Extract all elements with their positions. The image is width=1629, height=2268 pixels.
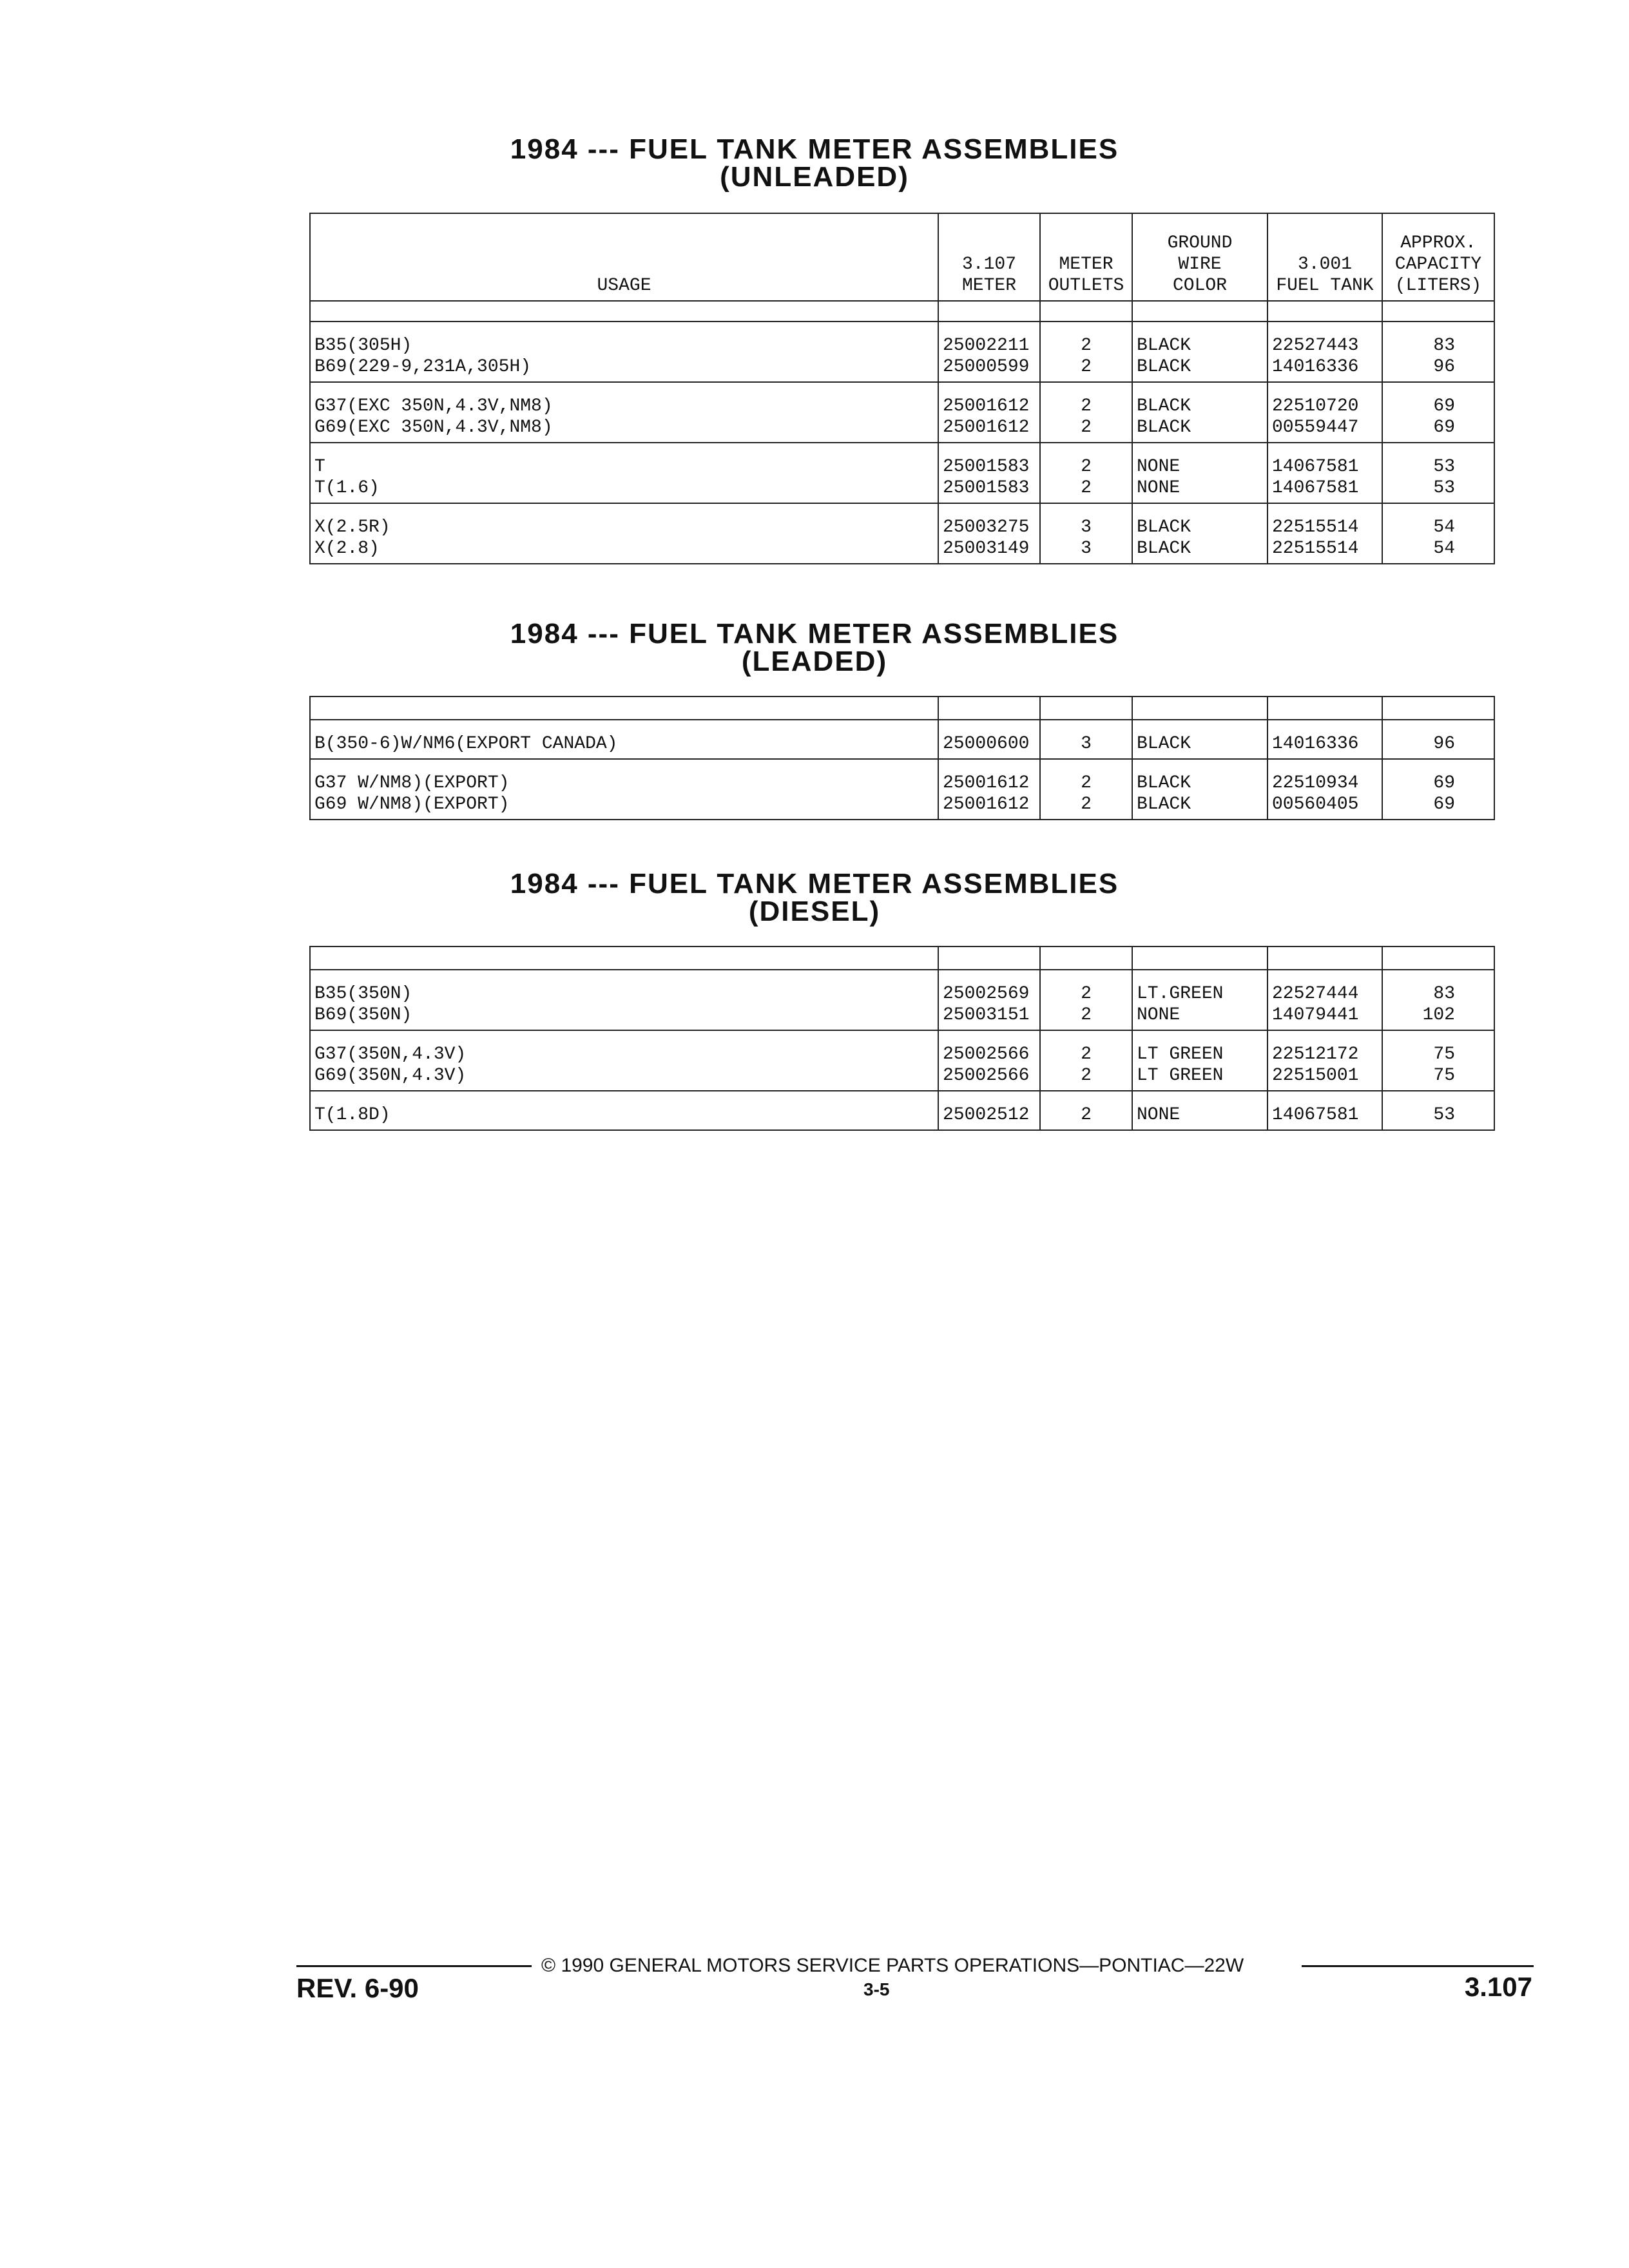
- usage-cell: B35(350N): [310, 970, 938, 1004]
- meter-cell: 25001612: [938, 759, 1040, 794]
- capacity-cell: 69: [1382, 794, 1494, 820]
- meter-cell: 25001583: [938, 477, 1040, 503]
- diesel-table: [309, 946, 1495, 1131]
- diesel-subtitle: (DIESEL): [748, 896, 881, 927]
- outlets-cell: 2: [1040, 443, 1132, 477]
- outlets-cell: 3: [1040, 538, 1132, 564]
- wire-color-cell: NONE: [1132, 477, 1268, 503]
- capacity-cell: 69: [1382, 417, 1494, 443]
- wire-color-cell: BLACK: [1132, 794, 1268, 820]
- usage-cell: T(1.8D): [310, 1091, 938, 1130]
- fuel-tank-cell: 00559447: [1268, 417, 1382, 443]
- footer-rule-right: [1302, 1965, 1534, 1967]
- section-number: 3.107: [1464, 1972, 1532, 2002]
- outlets-cell: 3: [1040, 503, 1132, 538]
- usage-cell: G69 W/NM8)(EXPORT): [310, 794, 938, 820]
- fuel-tank-cell: 14067581: [1268, 477, 1382, 503]
- outlets-cell: 2: [1040, 1030, 1132, 1065]
- wire-color-cell: BLACK: [1132, 356, 1268, 382]
- meter-cell: 25003151: [938, 1004, 1040, 1030]
- ground-wire-header: GROUND WIRE COLOR: [1132, 213, 1268, 301]
- capacity-cell: 75: [1382, 1030, 1494, 1065]
- fuel-tank-cell: 22512172: [1268, 1030, 1382, 1065]
- table-row: [310, 794, 1494, 820]
- meter-cell: 25001612: [938, 417, 1040, 443]
- capacity-cell: 83: [1382, 322, 1494, 356]
- table-row: [310, 970, 1494, 1004]
- leaded-title: 1984 --- FUEL TANK METER ASSEMBLIES: [510, 618, 1119, 649]
- wire-color-cell: NONE: [1132, 1091, 1268, 1130]
- row-group: [310, 759, 1494, 820]
- outlets-cell: 2: [1040, 322, 1132, 356]
- usage-cell: X(2.8): [310, 538, 938, 564]
- fuel-tank-cell: 14079441: [1268, 1004, 1382, 1030]
- fuel-tank-cell: 14067581: [1268, 1091, 1382, 1130]
- meter-header: 3.107 METER: [938, 213, 1040, 301]
- meter-cell: 25001612: [938, 382, 1040, 417]
- fuel-tank-cell: 14067581: [1268, 443, 1382, 477]
- header-row: [310, 213, 1494, 301]
- meter-cell: 25002512: [938, 1091, 1040, 1130]
- usage-cell: T: [310, 443, 938, 477]
- outlets-cell: 3: [1040, 720, 1132, 759]
- page-number: 3-5: [863, 1979, 890, 1999]
- row-group: [310, 503, 1494, 564]
- table-row: [310, 417, 1494, 443]
- usage-cell: X(2.5R): [310, 503, 938, 538]
- fuel-tank-cell: 22510720: [1268, 382, 1382, 417]
- row-group: [310, 382, 1494, 443]
- wire-color-cell: BLACK: [1132, 759, 1268, 794]
- wire-color-cell: BLACK: [1132, 503, 1268, 538]
- meter-cell: 25001612: [938, 794, 1040, 820]
- capacity-cell: 54: [1382, 538, 1494, 564]
- table-row: [310, 322, 1494, 356]
- outlets-header: METER OUTLETS: [1040, 213, 1132, 301]
- row-group: [310, 720, 1494, 759]
- meter-cell: 25002566: [938, 1030, 1040, 1065]
- outlets-cell: 2: [1040, 794, 1132, 820]
- usage-cell: B69(350N): [310, 1004, 938, 1030]
- meter-cell: 25000599: [938, 356, 1040, 382]
- table-row: [310, 503, 1494, 538]
- fuel-tank-cell: 22510934: [1268, 759, 1382, 794]
- table-row: [310, 720, 1494, 759]
- table-row: [310, 1030, 1494, 1065]
- diesel-title: 1984 --- FUEL TANK METER ASSEMBLIES: [510, 868, 1119, 899]
- wire-color-cell: BLACK: [1132, 538, 1268, 564]
- capacity-cell: 75: [1382, 1065, 1494, 1091]
- fuel-tank-cell: 14016336: [1268, 720, 1382, 759]
- usage-cell: B69(229-9,231A,305H): [310, 356, 938, 382]
- wire-color-cell: BLACK: [1132, 382, 1268, 417]
- usage-cell: G37(350N,4.3V): [310, 1030, 938, 1065]
- footer-rule-left: [296, 1965, 532, 1967]
- table-row: [310, 1091, 1494, 1130]
- table-row: [310, 1004, 1494, 1030]
- wire-color-cell: NONE: [1132, 443, 1268, 477]
- usage-cell: T(1.6): [310, 477, 938, 503]
- capacity-cell: 102: [1382, 1004, 1494, 1030]
- wire-color-cell: NONE: [1132, 1004, 1268, 1030]
- unleaded-table: [309, 213, 1495, 564]
- table-row: [310, 477, 1494, 503]
- fuel-tank-cell: 22527444: [1268, 970, 1382, 1004]
- meter-cell: 25001583: [938, 443, 1040, 477]
- capacity-cell: 53: [1382, 477, 1494, 503]
- blank-header-row: [310, 697, 1494, 720]
- wire-color-cell: BLACK: [1132, 417, 1268, 443]
- capacity-cell: 83: [1382, 970, 1494, 1004]
- outlets-cell: 2: [1040, 356, 1132, 382]
- leaded-table: [309, 696, 1495, 820]
- table-row: [310, 443, 1494, 477]
- wire-color-cell: LT GREEN: [1132, 1030, 1268, 1065]
- row-group: [310, 1091, 1494, 1130]
- outlets-cell: 2: [1040, 477, 1132, 503]
- outlets-cell: 2: [1040, 417, 1132, 443]
- outlets-cell: 2: [1040, 1065, 1132, 1091]
- capacity-cell: 53: [1382, 443, 1494, 477]
- unleaded-title: 1984 --- FUEL TANK METER ASSEMBLIES: [510, 133, 1119, 165]
- row-group: [310, 322, 1494, 382]
- capacity-header: APPROX. CAPACITY (LITERS): [1382, 213, 1494, 301]
- capacity-cell: 54: [1382, 503, 1494, 538]
- usage-cell: G69(EXC 350N,4.3V,NM8): [310, 417, 938, 443]
- leaded-subtitle: (LEADED): [741, 646, 888, 677]
- wire-color-cell: LT GREEN: [1132, 1065, 1268, 1091]
- capacity-cell: 69: [1382, 759, 1494, 794]
- meter-cell: 25003275: [938, 503, 1040, 538]
- fuel-tank-cell: 22515514: [1268, 538, 1382, 564]
- wire-color-cell: BLACK: [1132, 720, 1268, 759]
- meter-cell: 25002569: [938, 970, 1040, 1004]
- usage-cell: B35(305H): [310, 322, 938, 356]
- fuel-tank-cell: 22527443: [1268, 322, 1382, 356]
- outlets-cell: 2: [1040, 382, 1132, 417]
- usage-cell: G37 W/NM8)(EXPORT): [310, 759, 938, 794]
- capacity-cell: 69: [1382, 382, 1494, 417]
- table-row: [310, 356, 1494, 382]
- usage-header: USAGE: [310, 213, 938, 301]
- usage-cell: B(350-6)W/NM6(EXPORT CANADA): [310, 720, 938, 759]
- fuel-tank-cell: 14016336: [1268, 356, 1382, 382]
- usage-cell: G69(350N,4.3V): [310, 1065, 938, 1091]
- row-group: [310, 970, 1494, 1030]
- unleaded-subtitle: (UNLEADED): [720, 161, 909, 193]
- fuel-tank-header: 3.001 FUEL TANK: [1268, 213, 1382, 301]
- table-row: [310, 759, 1494, 794]
- meter-cell: 25002211: [938, 322, 1040, 356]
- usage-cell: G37(EXC 350N,4.3V,NM8): [310, 382, 938, 417]
- row-group: [310, 1030, 1494, 1091]
- fuel-tank-cell: 00560405: [1268, 794, 1382, 820]
- fuel-tank-cell: 22515514: [1268, 503, 1382, 538]
- meter-cell: 25002566: [938, 1065, 1040, 1091]
- outlets-cell: 2: [1040, 759, 1132, 794]
- outlets-cell: 2: [1040, 970, 1132, 1004]
- blank-header-row: [310, 947, 1494, 970]
- wire-color-cell: BLACK: [1132, 322, 1268, 356]
- outlets-cell: 2: [1040, 1091, 1132, 1130]
- table-row: [310, 538, 1494, 564]
- fuel-tank-cell: 22515001: [1268, 1065, 1382, 1091]
- capacity-cell: 53: [1382, 1091, 1494, 1130]
- table-row: [310, 382, 1494, 417]
- spacer-row: [310, 301, 1494, 322]
- meter-cell: 25000600: [938, 720, 1040, 759]
- capacity-cell: 96: [1382, 720, 1494, 759]
- meter-cell: 25003149: [938, 538, 1040, 564]
- wire-color-cell: LT.GREEN: [1132, 970, 1268, 1004]
- capacity-cell: 96: [1382, 356, 1494, 382]
- outlets-cell: 2: [1040, 1004, 1132, 1030]
- table-row: [310, 1065, 1494, 1091]
- copyright-text: © 1990 GENERAL MOTORS SERVICE PARTS OPERATIONS—PONTIAC—22W: [541, 1955, 1244, 1976]
- row-group: [310, 443, 1494, 503]
- revision-label: REV. 6-90: [296, 1973, 419, 2003]
